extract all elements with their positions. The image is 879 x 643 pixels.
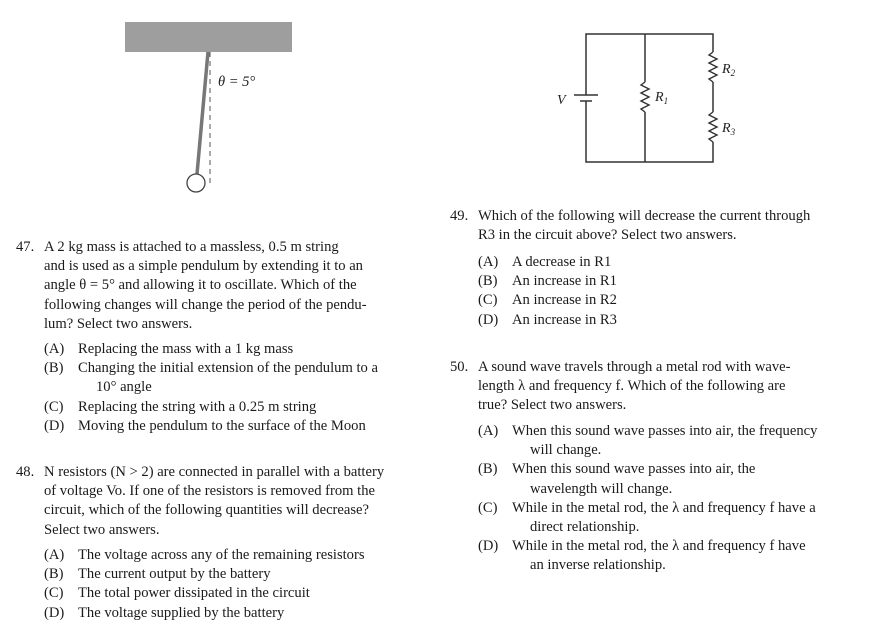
pendulum-string: [197, 52, 208, 174]
answer-options: [478, 253, 617, 330]
question-stem: [478, 358, 790, 416]
option-text: Changing the initial extension of the pendulum to a: [78, 360, 378, 377]
angle-label: θ = 5°: [218, 74, 256, 90]
option-letter: (C): [44, 398, 64, 415]
question-stem: [478, 207, 810, 245]
stem-line: N resistors (N > 2) are connected in parallel with a battery: [44, 464, 385, 480]
stem-line: lum? Select two answers.: [44, 315, 193, 332]
option-letter: (B): [478, 273, 498, 290]
answer-options: [44, 340, 378, 436]
option-b[interactable]: [478, 460, 817, 498]
circuit-wire-outer: [586, 34, 713, 85]
option-letter: (B): [44, 566, 64, 583]
question-number: 50.: [450, 359, 469, 375]
option-d[interactable]: [44, 604, 365, 623]
option-letter: (C): [478, 499, 498, 516]
option-text: Moving the pendulum to the surface of the Moon: [78, 417, 366, 434]
question-number: 48.: [16, 464, 35, 480]
option-d[interactable]: [478, 311, 617, 330]
option-letter: (D): [478, 311, 499, 328]
stem-line: length λ and frequency f. Which of the following are: [478, 378, 786, 395]
option-text: An increase in R3: [512, 311, 617, 328]
option-text-cont: direct relationship.: [530, 519, 640, 536]
option-a[interactable]: [478, 422, 817, 460]
stem-line: of voltage Vo. If one of the resistors is removed from the: [44, 483, 375, 500]
option-text: When this sound wave passes into air, the: [512, 461, 756, 478]
option-d[interactable]: [478, 537, 817, 575]
option-letter: (D): [478, 538, 499, 555]
circuit-figure: [545, 20, 775, 175]
option-letter: (A): [478, 423, 499, 439]
answer-options: [478, 422, 817, 576]
pendulum-bob: [187, 174, 205, 192]
option-text-cont: 10° angle: [96, 379, 152, 396]
option-text: Replacing the mass with a 1 kg mass: [78, 341, 294, 357]
resistor-r1: [641, 82, 649, 112]
option-text: An increase in R2: [512, 292, 617, 309]
stem-line: true? Select two answers.: [478, 397, 627, 414]
option-text-cont: will change.: [530, 442, 602, 459]
stem-line: R3 in the circuit above? Select two answers.: [478, 227, 737, 244]
option-text: An increase in R1: [512, 273, 617, 290]
stem-line: angle θ = 5° and allowing it to oscillate. Which of the: [44, 277, 357, 294]
option-text: The voltage supplied by the battery: [78, 604, 285, 621]
option-letter: (A): [44, 341, 65, 357]
stem-line: Select two answers.: [44, 521, 160, 538]
option-c[interactable]: [478, 499, 817, 537]
stem-line: following changes will change the period of the pendu-: [44, 296, 367, 313]
option-a[interactable]: [44, 546, 365, 565]
option-letter: (B): [478, 461, 498, 478]
stem-line: circuit, which of the following quantities will decrease?: [44, 502, 370, 519]
ceiling-support: [125, 22, 292, 52]
r3-label: $R_3$: [722, 121, 736, 137]
option-letter: (A): [478, 254, 499, 270]
resistor-r3: [709, 112, 717, 142]
stem-line: A 2 kg mass is attached to a massless, 0.5 m string: [44, 239, 339, 255]
question-stem: [44, 463, 384, 540]
option-b[interactable]: [44, 359, 378, 397]
pendulum-figure: [110, 12, 310, 202]
option-text: While in the metal rod, the λ and frequency f have: [512, 538, 806, 555]
r2-label: $R_2$: [722, 62, 736, 78]
circuit-wire-bottom: [586, 110, 713, 162]
resistor-r2: [709, 52, 717, 82]
r1-label: $R_1$: [655, 90, 669, 106]
option-text: The current output by the battery: [78, 566, 271, 583]
option-b[interactable]: [478, 272, 617, 291]
option-text-cont: an inverse relationship.: [530, 557, 666, 574]
answer-options: [44, 546, 365, 623]
option-text-cont: wavelength will change.: [530, 480, 673, 497]
option-c[interactable]: [44, 398, 378, 417]
stem-line: Which of the following will decrease the current through: [478, 208, 811, 224]
option-text: While in the metal rod, the λ and frequency f have a: [512, 499, 816, 516]
option-c[interactable]: [478, 291, 617, 310]
option-b[interactable]: [44, 565, 365, 584]
option-text: The total power dissipated in the circuit: [78, 585, 310, 602]
question-number: 49.: [450, 208, 469, 224]
option-text: Replacing the string with a 0.25 m string: [78, 398, 317, 415]
battery-label: V: [557, 93, 566, 108]
option-a[interactable]: [44, 340, 378, 359]
option-c[interactable]: [44, 584, 365, 603]
stem-line: and is used as a simple pendulum by extending it to an: [44, 258, 363, 275]
question-stem: [44, 238, 367, 334]
option-letter: (C): [44, 585, 64, 602]
option-letter: (D): [44, 417, 65, 434]
option-text: The voltage across any of the remaining resistors: [78, 547, 365, 563]
option-letter: (C): [478, 292, 498, 309]
option-text: A decrease in R1: [512, 254, 612, 270]
stem-line: A sound wave travels through a metal rod with wave-: [478, 359, 791, 375]
option-a[interactable]: [478, 253, 617, 272]
option-letter: (B): [44, 360, 64, 377]
option-text: When this sound wave passes into air, the frequency: [512, 423, 818, 439]
option-letter: (A): [44, 547, 65, 563]
option-d[interactable]: [44, 417, 378, 436]
question-number: 47.: [16, 239, 35, 255]
option-letter: (D): [44, 604, 65, 621]
